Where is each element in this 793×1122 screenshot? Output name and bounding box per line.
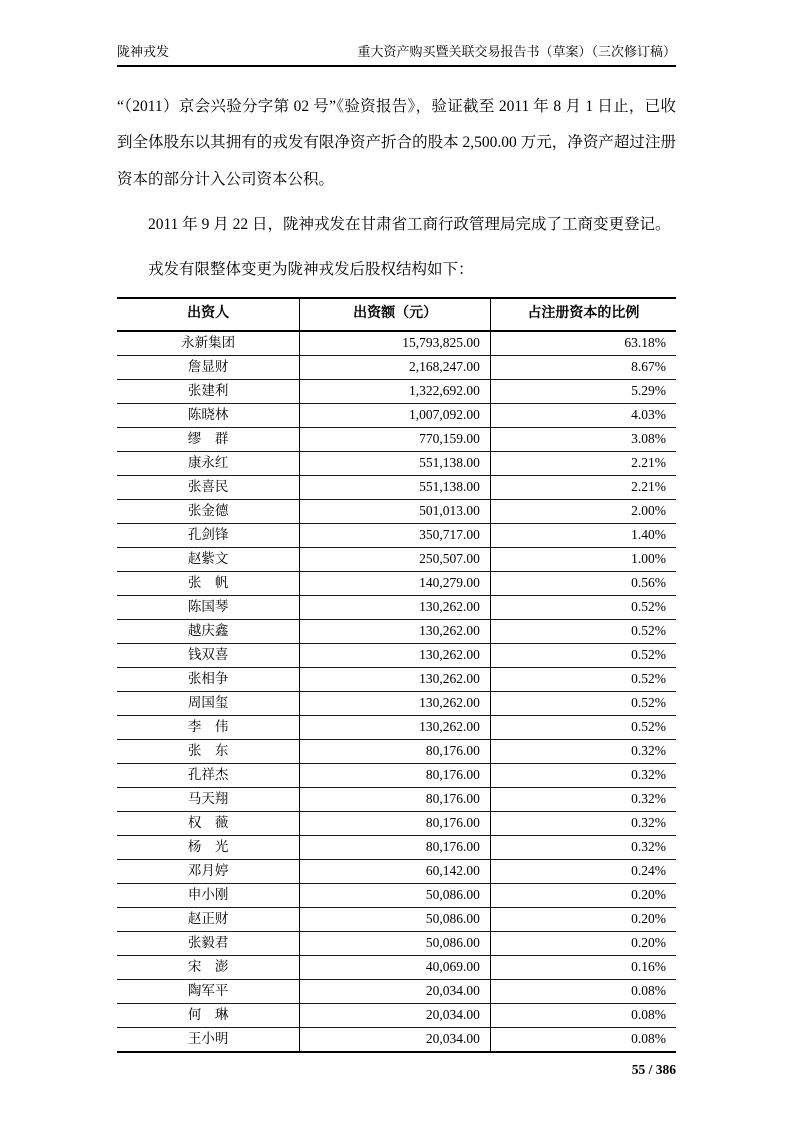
table-row: [117, 787, 676, 811]
contributor-name-cell: 孔剑锋: [117, 523, 300, 547]
table-row: [117, 883, 676, 907]
table-row: [117, 595, 676, 619]
contributor-name-cell: 越庆鑫: [117, 619, 300, 643]
capital-ratio-cell: 0.32%: [490, 811, 676, 835]
contributor-name-cell: 陶军平: [117, 979, 300, 1003]
contributor-name-cell: 王小明: [117, 1027, 300, 1052]
table-row: [117, 1003, 676, 1027]
contribution-amount-cell: 130,262.00: [300, 595, 491, 619]
contribution-amount-cell: 80,176.00: [300, 835, 491, 859]
capital-ratio-cell: 1.40%: [490, 523, 676, 547]
contribution-amount-cell: 130,262.00: [300, 691, 491, 715]
table-row: [117, 763, 676, 787]
contribution-amount-cell: 20,034.00: [300, 979, 491, 1003]
capital-ratio-cell: 0.52%: [490, 715, 676, 739]
capital-ratio-cell: 63.18%: [490, 331, 676, 356]
contribution-amount-cell: 80,176.00: [300, 787, 491, 811]
contributor-name-cell: 张金德: [117, 499, 300, 523]
capital-ratio-cell: 3.08%: [490, 427, 676, 451]
contribution-amount-cell: 1,322,692.00: [300, 379, 491, 403]
contributor-name-cell: 陈国琴: [117, 595, 300, 619]
contributor-name-cell: 邓月婷: [117, 859, 300, 883]
contributor-name-cell: 何 琳: [117, 1003, 300, 1027]
table-row: [117, 379, 676, 403]
table-row: [117, 715, 676, 739]
table-row: [117, 571, 676, 595]
capital-ratio-cell: 0.32%: [490, 835, 676, 859]
capital-ratio-cell: 2.21%: [490, 475, 676, 499]
page-number: 55 / 386: [631, 1061, 676, 1077]
table-row: [117, 643, 676, 667]
paragraph-table-intro: 戎发有限整体变更为陇神戎发后股权结构如下：: [148, 261, 474, 279]
table-row: [117, 835, 676, 859]
contribution-amount-cell: 20,034.00: [300, 1027, 491, 1052]
contribution-amount-cell: 20,034.00: [300, 1003, 491, 1027]
contributor-name-cell: 周国玺: [117, 691, 300, 715]
contribution-amount-cell: 501,013.00: [300, 499, 491, 523]
table-row: [117, 475, 676, 499]
contribution-amount-cell: 551,138.00: [300, 475, 491, 499]
capital-ratio-cell: 0.08%: [490, 1003, 676, 1027]
contributor-name-cell: 张 帆: [117, 571, 300, 595]
capital-ratio-cell: 1.00%: [490, 547, 676, 571]
running-header: [117, 44, 676, 67]
contribution-amount-cell: 80,176.00: [300, 763, 491, 787]
contributor-name-cell: 赵正财: [117, 907, 300, 931]
capital-ratio-cell: 0.32%: [490, 787, 676, 811]
contributor-name-cell: 詹显财: [117, 355, 300, 379]
contributor-name-cell: 申小刚: [117, 883, 300, 907]
contribution-amount-cell: 60,142.00: [300, 859, 491, 883]
capital-ratio-cell: 0.52%: [490, 595, 676, 619]
contributor-name-cell: 张毅君: [117, 931, 300, 955]
contribution-amount-cell: 2,168,247.00: [300, 355, 491, 379]
capital-ratio-cell: 0.08%: [490, 979, 676, 1003]
contribution-amount-cell: 50,086.00: [300, 907, 491, 931]
contributor-name-cell: 孔祥杰: [117, 763, 300, 787]
table-row: [117, 739, 676, 763]
capital-ratio-cell: 0.32%: [490, 763, 676, 787]
contribution-amount-cell: 1,007,092.00: [300, 403, 491, 427]
contribution-amount-cell: 15,793,825.00: [300, 331, 491, 356]
capital-ratio-cell: 2.21%: [490, 451, 676, 475]
table-row: [117, 811, 676, 835]
table-row: [117, 427, 676, 451]
contribution-amount-cell: 130,262.00: [300, 715, 491, 739]
capital-ratio-cell: 0.16%: [490, 955, 676, 979]
shareholder-structure-table: [117, 297, 676, 1053]
table-row: [117, 523, 676, 547]
table-row: [117, 547, 676, 571]
contribution-amount-cell: 40,069.00: [300, 955, 491, 979]
table-row: [117, 1027, 676, 1052]
page-content: [117, 67, 676, 1078]
capital-ratio-cell: 0.52%: [490, 619, 676, 643]
header-company-name: 陇神戎发: [117, 44, 170, 59]
column-header-contributor: 出资人: [117, 298, 300, 331]
contribution-amount-cell: 140,279.00: [300, 571, 491, 595]
contribution-amount-cell: 551,138.00: [300, 451, 491, 475]
contributor-name-cell: 宋 澎: [117, 955, 300, 979]
table-row: [117, 931, 676, 955]
contributor-name-cell: 陈晓林: [117, 403, 300, 427]
contributor-name-cell: 张喜民: [117, 475, 300, 499]
contributor-name-cell: 张建利: [117, 379, 300, 403]
paragraph-capital-verification: “（2011）京会兴验分字第 02 号”《验资报告》，验证截至 2011 年 8 月 1 日止，已收到全体股东以其拥有的戎发有限净资产折合的股本 2,500.00 万元，净资产超过注册资本的部分计入公司资本公积。: [117, 97, 676, 189]
capital-ratio-cell: 0.56%: [490, 571, 676, 595]
capital-ratio-cell: 4.03%: [490, 403, 676, 427]
capital-ratio-cell: 0.20%: [490, 931, 676, 955]
contributor-name-cell: 权 薇: [117, 811, 300, 835]
capital-ratio-cell: 0.52%: [490, 667, 676, 691]
capital-ratio-cell: 5.29%: [490, 379, 676, 403]
contributor-name-cell: 永新集团: [117, 331, 300, 356]
contribution-amount-cell: 80,176.00: [300, 739, 491, 763]
table-row: [117, 979, 676, 1003]
contributor-name-cell: 李 伟: [117, 715, 300, 739]
contribution-amount-cell: 130,262.00: [300, 619, 491, 643]
shareholder-table-body: [117, 331, 676, 1052]
table-row: [117, 859, 676, 883]
table-row: [117, 691, 676, 715]
table-row: [117, 451, 676, 475]
table-row: [117, 907, 676, 931]
capital-ratio-cell: 0.08%: [631, 1031, 666, 1047]
table-row: [117, 955, 676, 979]
contribution-amount-cell: 350,717.00: [300, 523, 491, 547]
contributor-name-cell: 张 东: [117, 739, 300, 763]
contributor-name-cell: 钱双喜: [117, 643, 300, 667]
contributor-name-cell: 康永红: [117, 451, 300, 475]
header-report-title: 重大资产购买暨关联交易报告书（草案）（三次修订稿）: [357, 44, 676, 59]
table-row: [117, 619, 676, 643]
capital-ratio-cell: 0.20%: [490, 907, 676, 931]
capital-ratio-cell: 2.00%: [490, 499, 676, 523]
column-header-ratio: 占注册资本的比例: [490, 298, 676, 331]
contribution-amount-cell: 770,159.00: [300, 427, 491, 451]
capital-ratio-cell: 0.52%: [490, 643, 676, 667]
contributor-name-cell: 赵紫文: [117, 547, 300, 571]
contribution-amount-cell: 130,262.00: [300, 667, 491, 691]
table-row: [117, 403, 676, 427]
table-row: [117, 331, 676, 356]
contributor-name-cell: 杨 光: [117, 835, 300, 859]
capital-ratio-cell: 0.24%: [490, 859, 676, 883]
paragraph-registration-change: 2011 年 9 月 22 日，陇神戎发在甘肃省工商行政管理局完成了工商变更登记。: [148, 216, 671, 234]
contributor-name-cell: 马天翔: [117, 787, 300, 811]
contribution-amount-cell: 50,086.00: [300, 883, 491, 907]
contribution-amount-cell: 250,507.00: [300, 547, 491, 571]
contributor-name-cell: 张相争: [117, 667, 300, 691]
table-row: [117, 355, 676, 379]
contributor-name-cell: 缪 群: [117, 427, 300, 451]
table-row: [117, 667, 676, 691]
capital-ratio-cell: 0.20%: [490, 883, 676, 907]
contribution-amount-cell: 50,086.00: [300, 931, 491, 955]
contribution-amount-cell: 130,262.00: [300, 643, 491, 667]
column-header-amount: 出资额（元）: [300, 298, 491, 331]
contribution-amount-cell: 80,176.00: [300, 811, 491, 835]
table-row: [117, 499, 676, 523]
table-header-row: [117, 298, 676, 331]
capital-ratio-cell: 8.67%: [490, 355, 676, 379]
capital-ratio-cell: 0.52%: [490, 691, 676, 715]
capital-ratio-cell: 0.32%: [490, 739, 676, 763]
